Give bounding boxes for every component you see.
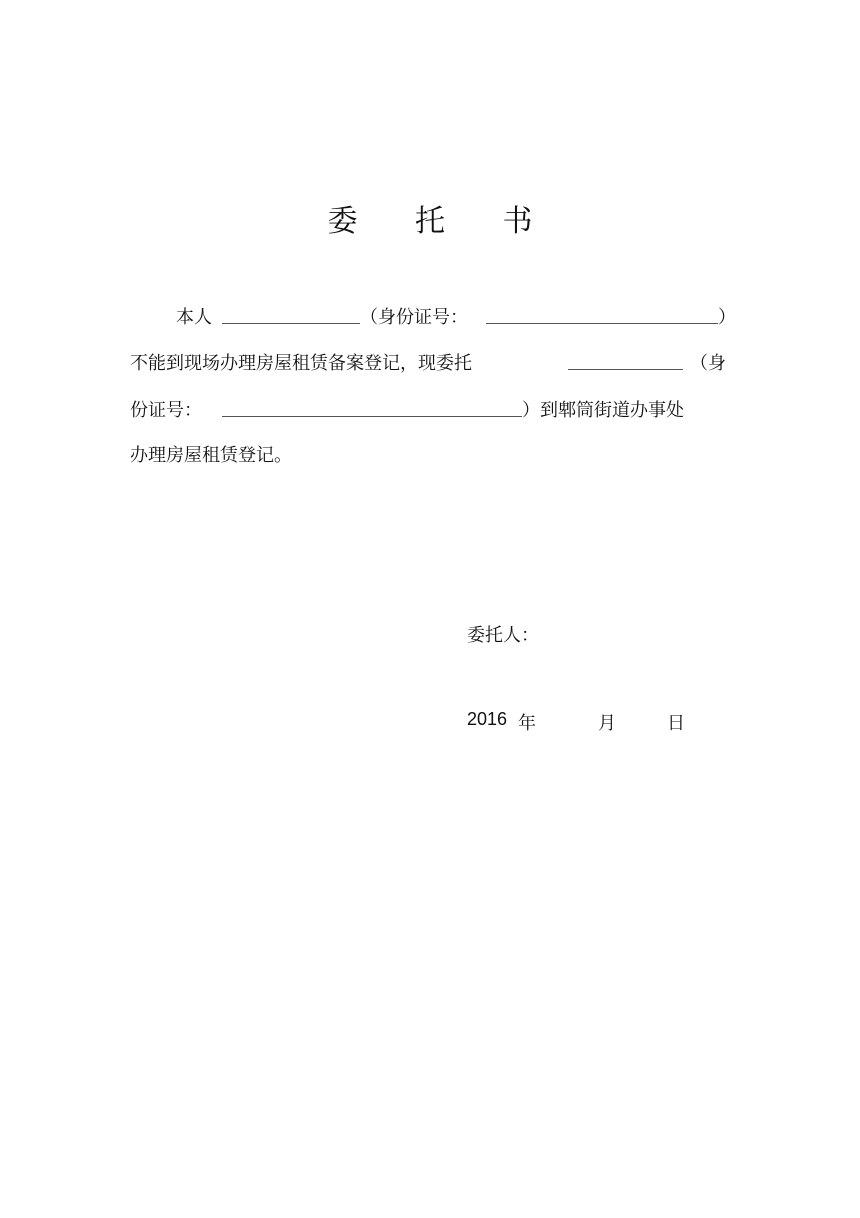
principal-id-blank[interactable] — [486, 323, 718, 324]
date-month-unit: 月 — [598, 713, 616, 734]
office-text: ）到郫筒街道办事处 — [522, 400, 684, 421]
agent-id-label-start: （身 — [690, 353, 726, 374]
date-day-unit: 日 — [667, 713, 685, 734]
document-title: 委 托 书 — [327, 204, 557, 239]
principal-id-label: （身份证号： — [360, 307, 468, 328]
date-year-unit: 年 — [518, 713, 536, 734]
signatory-label: 委托人： — [467, 625, 539, 646]
principal-name-blank[interactable] — [222, 323, 360, 324]
date-year: 2016 — [467, 709, 508, 729]
agent-name-blank[interactable] — [568, 369, 683, 370]
principal-id-close: ） — [718, 307, 736, 328]
agent-id-label-end: 份证号： — [130, 400, 202, 421]
purpose-text: 办理房屋租赁登记。 — [130, 445, 292, 466]
agent-id-blank[interactable] — [222, 416, 522, 417]
principal-label: 本人 — [176, 307, 212, 328]
entrust-statement: 不能到现场办理房屋租赁备案登记，现委托 — [130, 353, 472, 374]
